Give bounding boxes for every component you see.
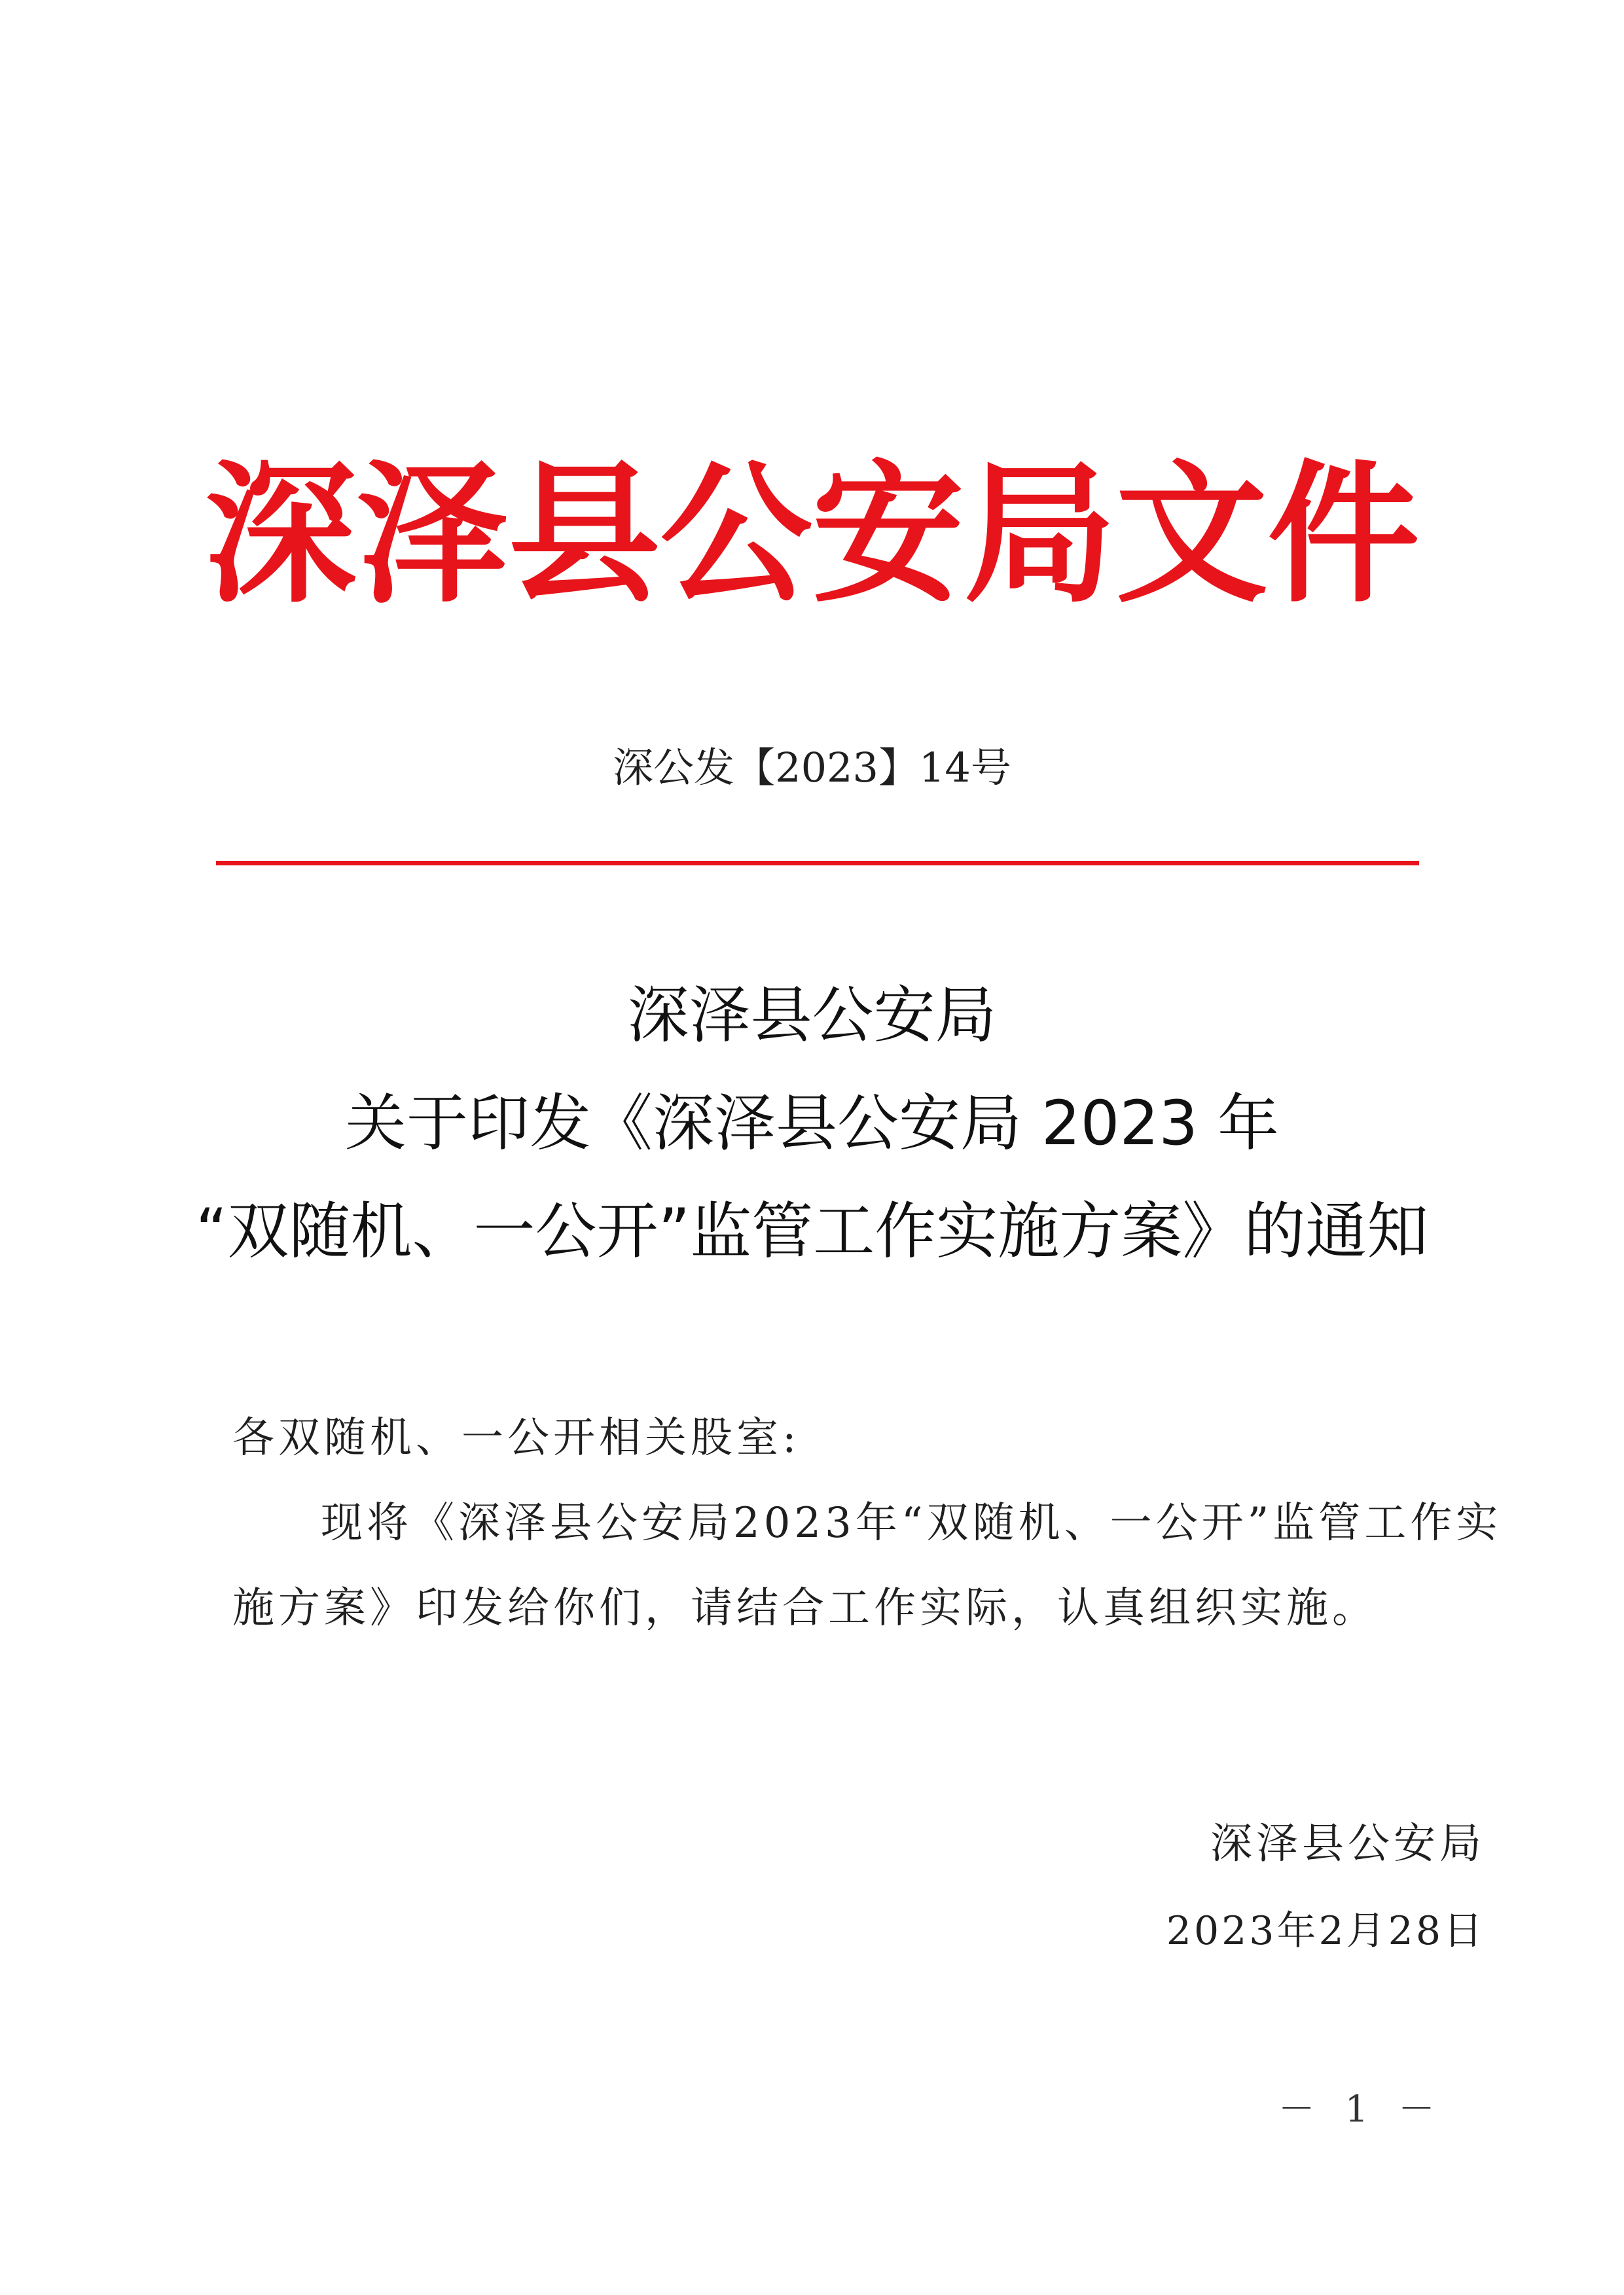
body-paragraph-line-1: 现将《深泽县公安局2023年“双随机、一公开”监管工作实: [321, 1499, 1502, 1547]
notice-title-line-2: 关于印发《深泽县公安局 2023 年: [345, 1088, 1279, 1159]
document-number: 深公发【2023】14号: [613, 744, 1011, 791]
issuer-header-title: 深泽县公安局文件: [204, 444, 1420, 623]
body-paragraph-line-2: 施方案》印发给你们，请结合工作实际，认真组织实施。: [232, 1584, 1378, 1633]
notice-title-line-3: “双随机、一公开”监管工作实施方案》的通知: [195, 1196, 1429, 1267]
notice-title-line-1: 深泽县公安局: [627, 980, 997, 1051]
issue-date: 2023年2月28日: [1166, 1908, 1485, 1954]
signature-issuer: 深泽县公安局: [1210, 1820, 1485, 1868]
salutation: 各双随机、一公开相关股室:: [232, 1414, 801, 1462]
page-number: － 1 －: [1278, 2088, 1444, 2131]
red-divider-line: [216, 861, 1419, 865]
